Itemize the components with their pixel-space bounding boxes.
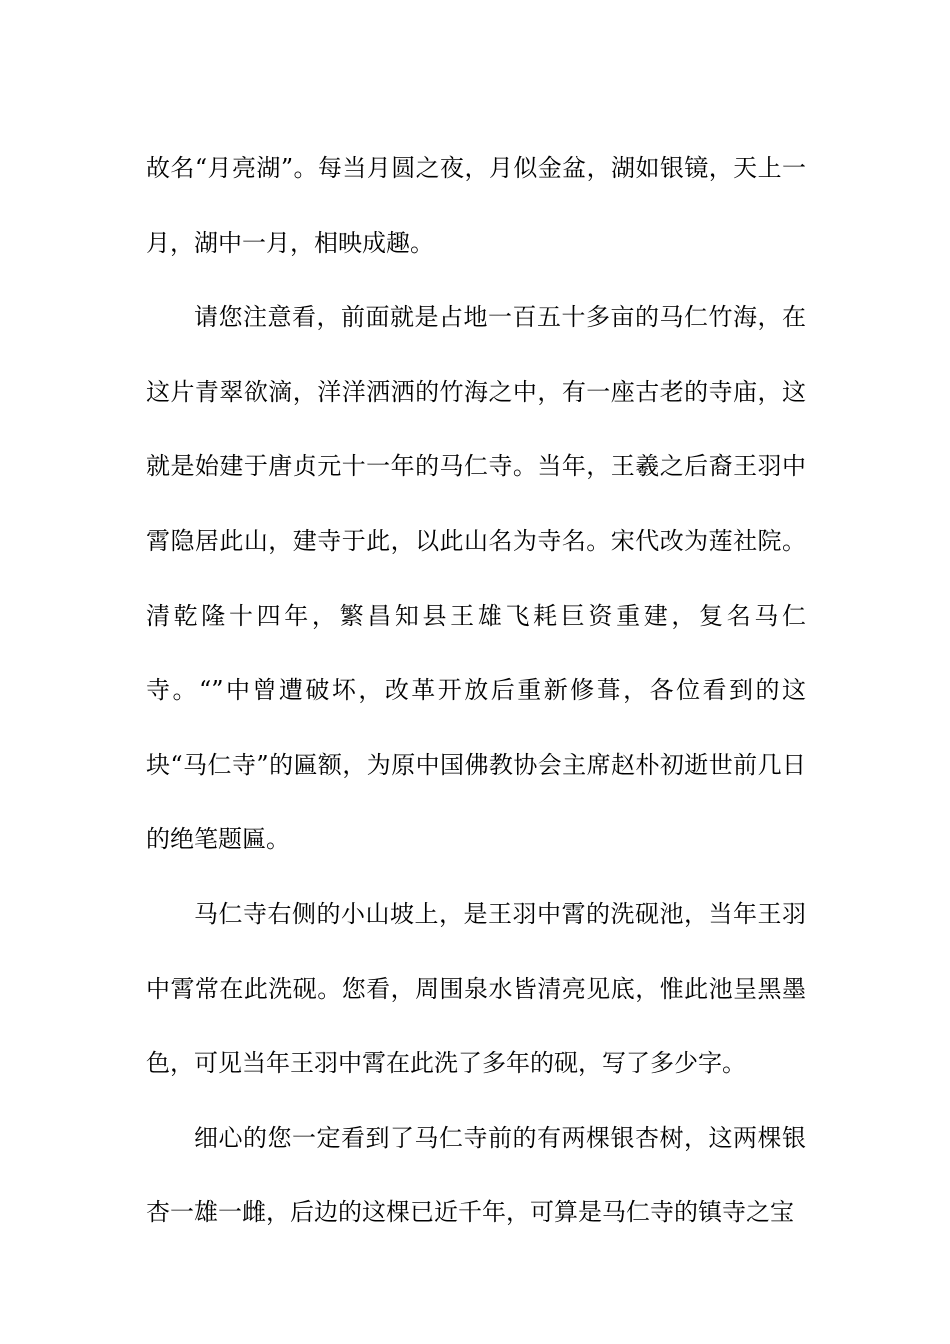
document-body xyxy=(146,131,806,1250)
paragraph-4: 细心的您一定看到了马仁寺前的有两棵银杏树，这两棵银杏一雄一雌，后边的这棵已近千年，可算是马仁寺的镇寺之宝 xyxy=(146,1123,806,1227)
paragraph-2: 请您注意看，前面就是占地一百五十多亩的马仁竹海，在这片青翠欲滴，洋洋洒洒的竹海之中，有一座古老的寺庙，这就是始建于唐贞元十一年的马仁寺。当年，王羲之后裔王羽中霄隐居此山，建寺于此，以此山名为寺名。宋代改为莲社院。清乾隆十四年，繁昌知县王雄飞耗巨资重建，复名马仁寺。“”中曾遭破坏，改革开放后重新修葺，各位看到的这块“马仁寺”的匾额，为原中国佛教协会主席赵朴初逝世前几日的绝笔题匾。 xyxy=(146,303,806,854)
paragraph-1: 故名“月亮湖”。每当月圆之夜，月似金盆，湖如银镜，天上一月，湖中一月，相映成趣。 xyxy=(146,154,806,257)
paragraph-3: 马仁寺右侧的小山坡上，是王羽中霄的洗砚池，当年王羽中霄常在此洗砚。您看，周围泉水皆清亮见底，惟此池呈黑墨色，可见当年王羽中霄在此洗了多年的砚，写了多少字。 xyxy=(146,899,806,1078)
